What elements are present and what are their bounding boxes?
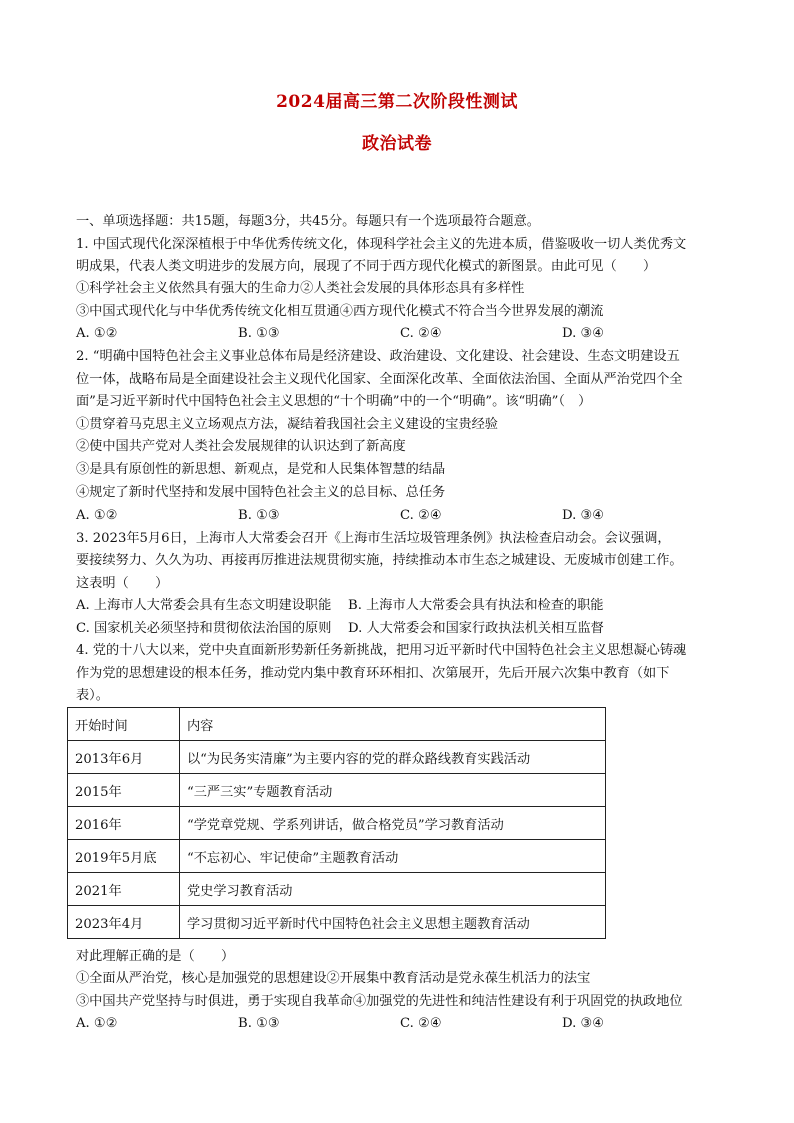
q2-stem-line2: 位一体，战略布局是全面建设社会主义现代化国家、全面深化改革、全面依法治国、全面从严治党四个全 [76, 372, 683, 387]
table-cell-content: 以“为民务实清廉”为主要内容的党的群众路线教育实践活动 [180, 741, 606, 774]
q1-stem-line1: 1. 中国式现代化深深植根于中华优秀传统文化，体现科学社会主义的先进本质，借鉴吸收一切人类优秀文 [76, 237, 687, 252]
q2-option-d[interactable]: D. ③④ [562, 508, 605, 523]
q4-stem-line3: 表）。 [76, 688, 109, 703]
table-header-cell: 内容 [180, 708, 606, 741]
q1-option-c[interactable]: C. ②④ [400, 326, 442, 341]
q1-option-d[interactable]: D. ③④ [562, 326, 605, 341]
q4-item1: ①全面从严治党，核心是加强党的思想建设②开展集中教育活动是党永葆生机活力的法宝 [76, 971, 591, 986]
table-cell-date: 2023年4月 [68, 906, 180, 939]
q1-stem-line2: 明成果，代表人类文明进步的发展方向，展现了不同于西方现代化模式的新图景。由此可见（ ） [76, 259, 657, 274]
table-row [68, 774, 606, 807]
q1-option-b[interactable]: B. ①③ [238, 326, 280, 341]
table-cell-date: 2016年 [68, 807, 180, 840]
table-header-cell: 开始时间 [68, 708, 180, 741]
table-header-row [68, 708, 606, 741]
q1-item1: ①科学社会主义依然具有强大的生命力②人类社会发展的具体形态具有多样性 [76, 281, 525, 296]
q3-option-c[interactable]: C. 国家机关必须坚持和贯彻依法治国的原则 [76, 621, 332, 636]
q2-item4: ④规定了新时代坚持和发展中国特色社会主义的总目标、总任务 [76, 485, 446, 500]
section-heading: 一、单项选择题：共15题，每题3分，共45分。每题只有一个选项最符合题意。 [76, 214, 540, 229]
table-cell-date: 2021年 [68, 873, 180, 906]
table-cell-content: 学习贯彻习近平新时代中国特色社会主义思想主题教育活动 [180, 906, 606, 939]
table-cell-date: 2019年5月底 [68, 840, 180, 873]
exam-subject: 政治试卷 [362, 134, 432, 154]
table-row [68, 741, 606, 774]
q4-item2: ③中国共产党坚持与时俱进，勇于实现自我革命④加强党的先进性和纯洁性建设有利于巩固党的执政地位 [76, 994, 683, 1009]
table-row [68, 840, 606, 873]
q3-stem-line3: 这表明（ ） [76, 576, 169, 591]
q2-option-a[interactable]: A. ①② [76, 508, 118, 523]
q4-stem-line2: 作为党的思想建设的根本任务，推动党内集中教育环环相扣、次第展开，先后开展六次集中教育（如下 [76, 666, 670, 681]
q4-option-c[interactable]: C. ②④ [400, 1016, 442, 1031]
table-cell-content: 党史学习教育活动 [180, 873, 606, 906]
table-row [68, 807, 606, 840]
q3-stem-line1: 3. 2023年5月6日，上海市人大常委会召开《上海市生活垃圾管理条例》执法检查启动会。会议强调， [76, 531, 671, 546]
education-campaign-table [67, 707, 606, 939]
table-cell-date: 2015年 [68, 774, 180, 807]
q4-question: 对此理解正确的是（ ） [76, 949, 235, 964]
q2-option-b[interactable]: B. ①③ [238, 508, 280, 523]
table-cell-content: “三严三实”专题教育活动 [180, 774, 606, 807]
table-cell-content: “学党章党规、学系列讲话，做合格党员”学习教育活动 [180, 807, 606, 840]
q4-option-d[interactable]: D. ③④ [562, 1016, 605, 1031]
exam-title: 2024届高三第二次阶段性测试 [276, 92, 518, 112]
q4-option-a[interactable]: A. ①② [76, 1016, 118, 1031]
table-row [68, 906, 606, 939]
q3-option-a[interactable]: A. 上海市人大常委会具有生态文明建设职能 [76, 598, 332, 613]
table-cell-date: 2013年6月 [68, 741, 180, 774]
q2-item3: ③是具有原创性的新思想、新观点，是党和人民集体智慧的结晶 [76, 462, 446, 477]
q1-item2: ③中国式现代化与中华优秀传统文化相互贯通④西方现代化模式不符合当今世界发展的潮流 [76, 304, 604, 319]
q4-stem-line1: 4. 党的十八大以来，党中央直面新形势新任务新挑战，把用习近平新时代中国特色社会主义思想凝心铸魂 [76, 643, 687, 658]
q2-stem-line3: 面”是习近平新时代中国特色社会主义思想的“十个明确”中的一个“明确”。该“明确”（ ） [76, 394, 592, 409]
q2-item2: ②使中国共产党对人类社会发展规律的认识达到了新高度 [76, 439, 406, 454]
q3-option-b[interactable]: B. 上海市人大常委会具有执法和检查的职能 [348, 598, 604, 613]
q2-option-c[interactable]: C. ②④ [400, 508, 442, 523]
q2-item1: ①贯穿着马克思主义立场观点方法，凝结着我国社会主义建设的宝贵经验 [76, 417, 498, 432]
table-row [68, 873, 606, 906]
q4-option-b[interactable]: B. ①③ [238, 1016, 280, 1031]
q1-option-a[interactable]: A. ①② [76, 326, 118, 341]
q2-stem-line1: 2. “明确中国特色社会主义事业总体布局是经济建设、政治建设、文化建设、社会建设、生态文明建设五 [76, 349, 680, 364]
table-cell-content: “不忘初心、牢记使命”主题教育活动 [180, 840, 606, 873]
q3-stem-line2: 要接续努力、久久为功、再接再厉推进法规贯彻实施，持续推动本市生态之城建设、无废城市创建工作。 [76, 553, 683, 568]
q3-option-d[interactable]: D. 人大常委会和国家行政执法机关相互监督 [348, 621, 604, 636]
